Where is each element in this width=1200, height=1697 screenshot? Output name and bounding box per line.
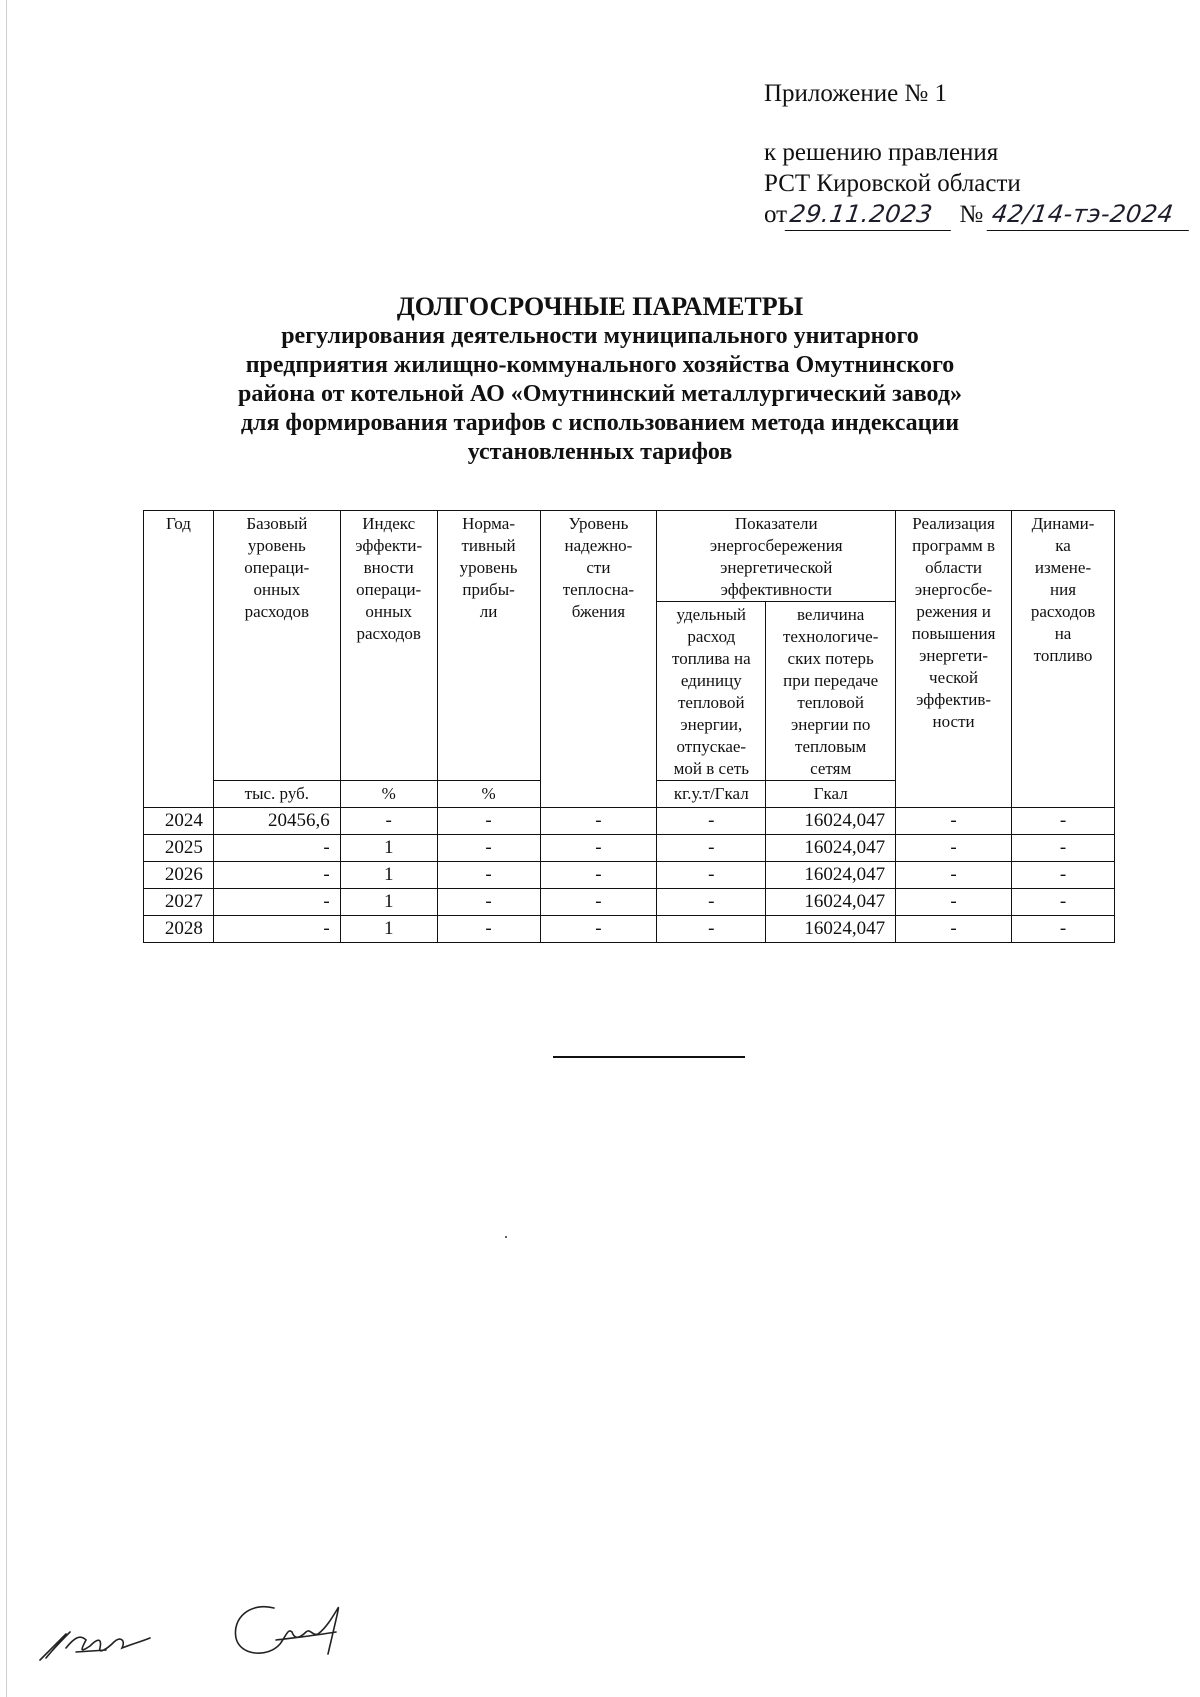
cell-normative-profit: - bbox=[437, 835, 540, 862]
header-reliability bbox=[540, 511, 657, 808]
table-row bbox=[144, 835, 1115, 862]
cell-efficiency-index: 1 bbox=[340, 862, 437, 889]
decision-number: 42/14-тэ-2024 bbox=[987, 199, 1193, 231]
cell-base-opex: - bbox=[213, 916, 340, 943]
signature-marks bbox=[36, 1588, 396, 1672]
scan-speck bbox=[505, 1236, 507, 1238]
initials-signature bbox=[40, 1632, 150, 1660]
header-line: области bbox=[925, 558, 982, 577]
header-line: вности bbox=[363, 558, 414, 577]
header-line: эффективности bbox=[720, 580, 832, 599]
cell-tech-losses: 16024,047 bbox=[766, 889, 896, 916]
cell-reliability: - bbox=[540, 835, 657, 862]
cell-specific-fuel: - bbox=[657, 916, 766, 943]
header-line: отпускае- bbox=[676, 737, 747, 756]
header-line: расход bbox=[687, 627, 736, 646]
header-line: сти bbox=[586, 558, 611, 577]
header-line: расходов bbox=[356, 624, 421, 643]
parameters-table bbox=[143, 510, 1115, 943]
header-line: операци- bbox=[356, 580, 422, 599]
cell-specific-fuel: - bbox=[657, 808, 766, 835]
cell-year: 2024 bbox=[144, 808, 214, 835]
unit-efficiency-index: % bbox=[340, 781, 437, 808]
cell-tech-losses: 16024,047 bbox=[766, 862, 896, 889]
table-row bbox=[144, 862, 1115, 889]
separator-line bbox=[553, 1056, 745, 1058]
table-row bbox=[144, 889, 1115, 916]
cell-reliability: - bbox=[540, 862, 657, 889]
header-line: Уровень bbox=[568, 514, 629, 533]
header-line: уровень bbox=[247, 536, 306, 555]
header-line: программ в bbox=[912, 536, 996, 555]
header-line: Динами- bbox=[1031, 514, 1095, 533]
cell-programs: - bbox=[896, 916, 1012, 943]
header-line: повышения bbox=[911, 624, 996, 643]
number-label: № bbox=[959, 201, 984, 228]
header-tech-losses bbox=[766, 602, 896, 781]
header-line: режения и bbox=[916, 602, 991, 621]
header-line: энергосбе- bbox=[914, 580, 993, 599]
header-line: эффектив- bbox=[916, 690, 992, 709]
unit-tech-losses: Гкал bbox=[766, 781, 896, 808]
header-line: измене- bbox=[1034, 558, 1092, 577]
table-row bbox=[144, 916, 1115, 943]
header-line: тепловой bbox=[678, 693, 745, 712]
document-title bbox=[90, 292, 1110, 467]
header-line: расходов bbox=[1030, 602, 1096, 621]
header-line: тепловым bbox=[795, 737, 867, 756]
header-line: энергии, bbox=[680, 715, 743, 734]
title-line-1: регулирования деятельности муниципального унитарного bbox=[281, 323, 919, 349]
unit-normative-profit: % bbox=[437, 781, 540, 808]
page-edge bbox=[6, 0, 7, 1697]
header-line: величина bbox=[797, 605, 865, 624]
header-line: онных bbox=[253, 580, 301, 599]
header-line: бжения bbox=[571, 602, 626, 621]
table-row bbox=[144, 808, 1115, 835]
header-energy-saving-group bbox=[657, 511, 896, 602]
header-line: топливо bbox=[1033, 646, 1093, 665]
header-line: при передаче bbox=[783, 671, 879, 690]
cell-fuel-dynamics: - bbox=[1012, 916, 1115, 943]
header-normative-profit bbox=[437, 511, 540, 781]
appendix-gap bbox=[764, 109, 1191, 137]
header-programs bbox=[896, 511, 1012, 808]
cell-reliability: - bbox=[540, 889, 657, 916]
title-line-4: для формирования тарифов с использованием метода индексации bbox=[240, 410, 960, 436]
cell-base-opex: 20456,6 bbox=[213, 808, 340, 835]
title-line-3: района от котельной АО «Омутнинский металлургический завод» bbox=[238, 381, 962, 407]
header-line: на bbox=[1054, 624, 1072, 643]
from-label: от bbox=[764, 201, 788, 228]
header-line: эффекти- bbox=[355, 536, 423, 555]
header-line: Реализация bbox=[912, 514, 995, 533]
cell-tech-losses: 16024,047 bbox=[766, 808, 896, 835]
header-line: тивный bbox=[461, 536, 516, 555]
cell-normative-profit: - bbox=[437, 808, 540, 835]
header-line: единицу bbox=[680, 671, 742, 690]
cell-fuel-dynamics: - bbox=[1012, 889, 1115, 916]
header-line: удельный bbox=[676, 605, 747, 624]
cell-programs: - bbox=[896, 835, 1012, 862]
cell-programs: - bbox=[896, 889, 1012, 916]
header-line: Норма- bbox=[462, 514, 515, 533]
header-base-opex bbox=[213, 511, 340, 781]
cell-year: 2027 bbox=[144, 889, 214, 916]
cell-base-opex: - bbox=[213, 862, 340, 889]
header-year: Год bbox=[144, 511, 214, 808]
cell-year: 2026 bbox=[144, 862, 214, 889]
table-body bbox=[144, 808, 1115, 943]
header-line: ских потерь bbox=[787, 649, 874, 668]
cell-reliability: - bbox=[540, 808, 657, 835]
cell-year: 2025 bbox=[144, 835, 214, 862]
cell-programs: - bbox=[896, 862, 1012, 889]
header-line: энергетической bbox=[720, 558, 833, 577]
header-line: ли bbox=[479, 602, 498, 621]
header-line: операци- bbox=[244, 558, 310, 577]
header-line: ческой bbox=[929, 668, 979, 687]
title-main: ДОЛГОСРОЧНЫЕ ПАРАМЕТРЫ bbox=[396, 292, 804, 321]
unit-base-opex: тыс. руб. bbox=[213, 781, 340, 808]
header-line: уровень bbox=[459, 558, 518, 577]
header-line: онных bbox=[365, 602, 412, 621]
personal-signature bbox=[235, 1607, 338, 1654]
cell-fuel-dynamics: - bbox=[1012, 808, 1115, 835]
cell-reliability: - bbox=[540, 916, 657, 943]
title-line-5: установленных тарифов bbox=[467, 439, 733, 465]
cell-base-opex: - bbox=[213, 835, 340, 862]
header-row-1 bbox=[144, 511, 1115, 602]
header-line: ности bbox=[932, 712, 975, 731]
appendix-line-3 bbox=[764, 199, 1191, 231]
header-specific-fuel bbox=[657, 602, 766, 781]
header-line: прибы- bbox=[462, 580, 515, 599]
header-line: топлива на bbox=[671, 649, 751, 668]
appendix-line-1: к решению правления bbox=[764, 139, 999, 166]
header-line: надежно- bbox=[564, 536, 633, 555]
title-line-2: предприятия жилищно-коммунального хозяйства Омутнинского bbox=[245, 352, 955, 378]
unit-specific-fuel: кг.у.т/Гкал bbox=[657, 781, 766, 808]
header-line: ка bbox=[1055, 536, 1071, 555]
appendix-line-2: РСТ Кировской области bbox=[764, 170, 1021, 197]
header-line: энергосбережения bbox=[709, 536, 843, 555]
cell-efficiency-index: 1 bbox=[340, 835, 437, 862]
cell-tech-losses: 16024,047 bbox=[766, 835, 896, 862]
header-efficiency-index bbox=[340, 511, 437, 781]
header-line: технологиче- bbox=[782, 627, 879, 646]
cell-normative-profit: - bbox=[437, 889, 540, 916]
header-line: энергети- bbox=[919, 646, 989, 665]
header-line: энергии по bbox=[790, 715, 871, 734]
header-line: тепловой bbox=[797, 693, 864, 712]
header-line: мой в сеть bbox=[673, 759, 749, 778]
signatures bbox=[36, 1588, 396, 1677]
cell-efficiency-index: - bbox=[340, 808, 437, 835]
cell-fuel-dynamics: - bbox=[1012, 835, 1115, 862]
header-line: теплосна- bbox=[562, 580, 635, 599]
cell-efficiency-index: 1 bbox=[340, 916, 437, 943]
header-line: Показатели bbox=[734, 514, 818, 533]
cell-tech-losses: 16024,047 bbox=[766, 916, 896, 943]
header-line: ния bbox=[1050, 580, 1077, 599]
header-line: Базовый bbox=[246, 514, 308, 533]
cell-year: 2028 bbox=[144, 916, 214, 943]
header-fuel-dynamics bbox=[1012, 511, 1115, 808]
cell-specific-fuel: - bbox=[657, 889, 766, 916]
cell-efficiency-index: 1 bbox=[340, 889, 437, 916]
cell-fuel-dynamics: - bbox=[1012, 862, 1115, 889]
cell-normative-profit: - bbox=[437, 916, 540, 943]
header-line: Индекс bbox=[362, 514, 416, 533]
cell-base-opex: - bbox=[213, 889, 340, 916]
header-line: сетям bbox=[810, 759, 852, 778]
cell-normative-profit: - bbox=[437, 862, 540, 889]
cell-programs: - bbox=[896, 808, 1012, 835]
appendix-block bbox=[764, 78, 1191, 231]
cell-specific-fuel: - bbox=[657, 835, 766, 862]
cell-specific-fuel: - bbox=[657, 862, 766, 889]
decision-date: 29.11.2023 bbox=[785, 199, 955, 231]
appendix-title: Приложение № 1 bbox=[764, 80, 948, 107]
header-line: расходов bbox=[244, 602, 310, 621]
